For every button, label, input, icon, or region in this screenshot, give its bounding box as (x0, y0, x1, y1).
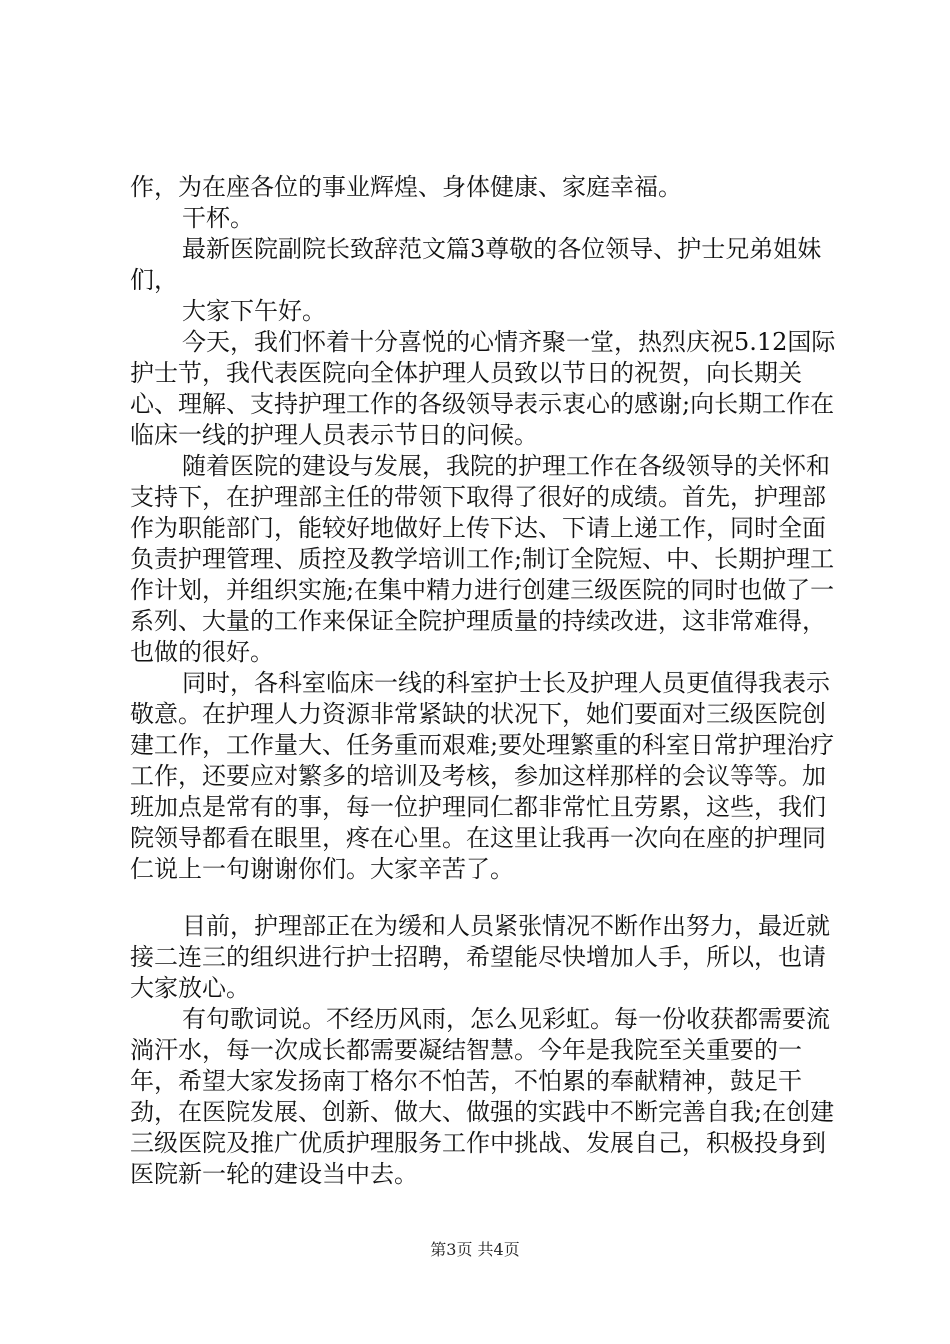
paragraph: 最新医院副院长致辞范文篇3尊敬的各位领导、护士兄弟姐妹们， (130, 235, 822, 294)
paragraph: 随着医院的建设与发展，我院的护理工作在各级领导的关怀和支持下，在护理部主任的带领下取得了很好的成绩。首先，护理部作为职能部门，能较好地做好上传下达、下请上递工作，同时全面负责护理管理、质控及教学培训工作;制订全院短、中、长期护理工作计划，并组织实施;在集中精力进行创建三级医院的同时也做了一系列、大量的工作来保证全院护理质量的持续改进，这非常难得，也做的很好。 (130, 452, 835, 666)
paragraph-spacer (130, 885, 845, 911)
paragraph: 同时，各科室临床一线的科室护士长及护理人员更值得我表示敬意。在护理人力资源非常紧缺的状况下，她们要面对三级医院创建工作，工作量大、任务重而艰难;要处理繁重的科室日常护理治疗工作，还要应对繁多的培训及考核，参加这样那样的会议等等。加班加点是常有的事，每一位护理同仁都非常忙且劳累，这些，我们院领导都看在眼里，疼在心里。在这里让我再一次向在座的护理同仁说上一句谢谢你们。大家辛苦了。 (130, 669, 835, 883)
paragraph: 今天，我们怀着十分喜悦的心情齐聚一堂，热烈庆祝5.12国际护士节，我代表医院向全体护理人员致以节日的祝贺，向长期关心、理解、支持护理工作的各级领导表示衷心的感谢;向长期工作在临床一线的护理人员表示节日的问候。 (130, 328, 836, 449)
page-footer: 第3页 共4页 (430, 1240, 520, 1259)
document-body (130, 172, 845, 1190)
paragraph: 大家下午好。 (182, 297, 326, 325)
paragraph: 干杯。 (182, 204, 254, 232)
paragraph: 有句歌词说。不经历风雨，怎么见彩虹。每一份收获都需要流淌汗水，每一次成长都需要凝结智慧。今年是我院至关重要的一年，希望大家发扬南丁格尔不怕苦，不怕累的奉献精神，鼓足干劲，在医院发展、创新、做大、做强的实践中不断完善自我;在创建三级医院及推广优质护理服务工作中挑战、发展自己，积极投身到医院新一轮的建设当中去。 (130, 1005, 835, 1188)
paragraph: 目前，护理部正在为缓和人员紧张情况不断作出努力，最近就接二连三的组织进行护士招聘，希望能尽快增加人手，所以，也请大家放心。 (130, 912, 830, 1002)
paragraph: 作，为在座各位的事业辉煌、身体健康、家庭幸福。 (130, 173, 682, 201)
